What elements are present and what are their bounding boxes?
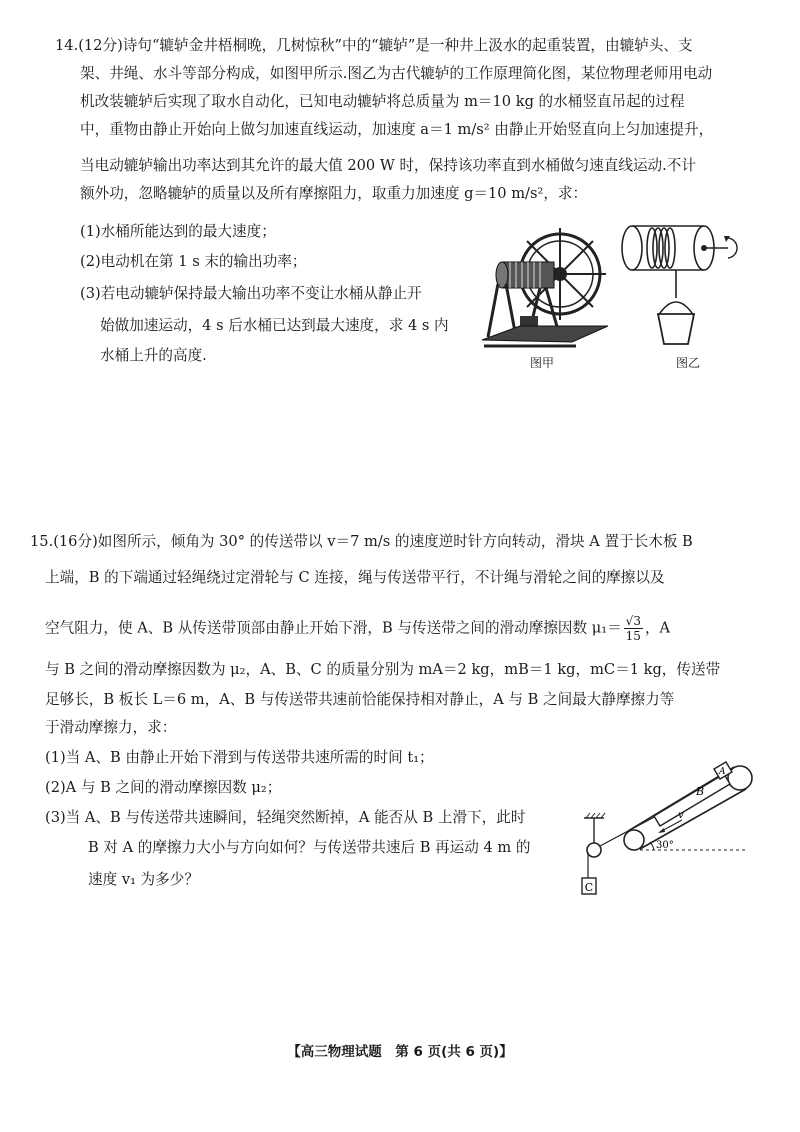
mu1-fraction (624, 614, 643, 643)
q14-sub-1: (1)水桶所能达到的最大速度； (80, 223, 276, 240)
q14-line-1: 14.(12分)诗句“辘轳金井梧桐晚，几树惊秋”中的“辘轳”是一种井上汲水的起重装置，由辘轳头、支 (55, 37, 693, 54)
caption-fig-jia: 图甲 (530, 356, 555, 370)
caption-fig-yi: 图乙 (676, 356, 701, 370)
label-C: C (584, 881, 594, 894)
q15-sub-3c: 速度 v₁ 为多少？ (88, 871, 199, 888)
q14-sub-3a: (3)若电动辘轳保持最大输出功率不变让水桶从静止开 (80, 285, 422, 302)
q15-sub-1: (1)当 A、B 由静止开始下滑到与传送带共速所需的时间 t₁； (45, 749, 434, 766)
q15-line-2: 上端，B 的下端通过轻绳绕过定滑轮与 C 连接，绳与传送带平行，不计绳与滑轮之间的摩擦以及 (45, 569, 665, 586)
label-angle: 30° (656, 840, 674, 851)
q15-sub-2: (2)A 与 B 之间的滑动摩擦因数 μ₂； (45, 779, 282, 796)
q15-line-5: 足够长，B 板长 L＝6 m，A、B 与传送带共速前恰能保持相对静止，A 与 B 之间最大静摩擦力等 (45, 691, 675, 708)
q15-line-4: 与 B 之间的滑动摩擦因数为 μ₂，A、B、C 的质量分别为 mA＝2 kg，mB＝1 kg，mC＝1 kg，传送带 (45, 661, 721, 678)
figure-conveyor (578, 752, 758, 902)
label-A: A (719, 767, 726, 777)
q15-line-3-tail: ，A (644, 619, 671, 637)
q15-line-3-text: 空气阻力，使 A、B 从传送带顶部由静止开始下滑，B 与传送带之间的滑动摩擦因数 μ₁＝ (45, 619, 622, 637)
mu1-fraction-numerator: √3 (625, 614, 641, 628)
figure-jia-windlass (480, 222, 610, 352)
q14-line-4: 中，重物由静止开始向上做匀加速直线运动，加速度 a＝1 m/s² 由静止开始竖直向上匀加速提升， (80, 121, 714, 138)
page-footer: 【高三物理试题 第 6 页(共 6 页)】 (287, 1044, 513, 1060)
q14-line-3: 机改装辘轳后实现了取水自动化，已知电动辘轳将总质量为 m＝10 kg 的水桶竖直吊起的过程 (80, 93, 685, 110)
q15-line-3a (45, 614, 670, 643)
q15-sub-3a: (3)当 A、B 与传送带共速瞬间，轻绳突然断掉，A 能否从 B 上滑下，此时 (45, 809, 526, 826)
q14-sub-3b: 始做加速运动，4 s 后水桶已达到最大速度，求 4 s 内 (100, 317, 449, 334)
figure-yi-diagram (618, 222, 778, 352)
q14-line-5: 当电动辘轳输出功率达到其允许的最大值 200 W 时，保持该功率直到水桶做匀速直线运动.不计 (80, 157, 696, 174)
q14-sub-3c: 水桶上升的高度. (100, 347, 207, 364)
mu1-fraction-denominator: 15 (625, 629, 641, 643)
q15-sub-3b: B 对 A 的摩擦力大小与方向如何？与传送带共速后 B 再运动 4 m 的 (88, 839, 531, 856)
q14-sub-2: (2)电动机在第 1 s 末的输出功率； (80, 253, 307, 270)
q15-line-6: 于滑动摩擦力，求： (45, 719, 177, 736)
q15-line-1: 15.(16分)如图所示，倾角为 30° 的传送带以 v＝7 m/s 的速度逆时针方向转动，滑块 A 置于长木板 B (30, 533, 693, 550)
label-B: B (696, 785, 705, 798)
label-v: v (678, 810, 684, 821)
q14-line-6: 额外功，忽略辘轳的质量以及所有摩擦阻力，取重力加速度 g＝10 m/s²，求： (80, 185, 588, 202)
q14-line-2: 架、井绳、水斗等部分构成，如图甲所示.图乙为古代辘轳的工作原理简化图，某位物理老师用电动 (80, 65, 713, 82)
